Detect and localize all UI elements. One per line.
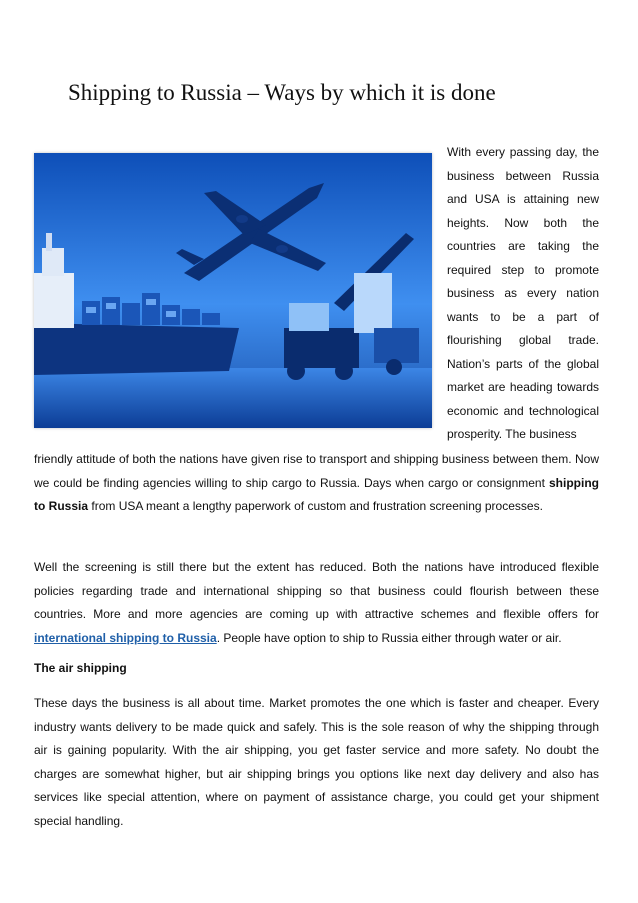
page-title: Shipping to Russia – Ways by which it is done [68, 80, 496, 105]
paragraph2-text: Well the screening is still there but the extent has reduced. Both the nations have introduced flexible policies regarding trade and international shipping so that business could flourish between these countries. More and more agencies are coming up with attractive schemes and flexible offers for [34, 560, 599, 621]
bold-keyword: shipping to Russia [34, 475, 599, 513]
intro-side-paragraph: With every passing day, the business between Russia and USA is attaining new heights. Now both the countries are taking the required step to promote business as every nation wants to be a part of flourishing global trade. Nation’s parts of the global market are heading towards economic and technological prosperity. The business [447, 145, 599, 441]
air-shipping-paragraph: These days the business is all about time. Market promotes the one which is faster and cheaper. Every industry wants delivery to be made quick and safely. This is the sole reason of why the shipping through air is gaining popularity. With the air shipping, you get faster service and more safety. No doubt the charges are somewhat higher, but air shipping brings you options like next day delivery and also has services like special attention, where on payment of assistance charge, you could get your shipment special handling. [34, 696, 599, 828]
intro-side-text [447, 141, 599, 447]
air-shipping-heading: The air shipping [34, 661, 127, 675]
international-shipping-link[interactable]: international shipping to Russia [34, 630, 217, 645]
intro-paragraph [34, 448, 599, 519]
screening-paragraph [34, 556, 599, 650]
hero-image [34, 153, 432, 428]
intro-continued-text: friendly attitude of both the nations have given rise to transport and shipping business between them. Now we could be finding agencies willing to ship cargo to Russia. Days when cargo or consignment [34, 452, 599, 490]
intro-continued-text-2: from USA meant a lengthy paperwork of custom and frustration screening processes. [91, 499, 543, 513]
paragraph2-text-end: . People have option to ship to Russia either through water or air. [216, 630, 562, 645]
